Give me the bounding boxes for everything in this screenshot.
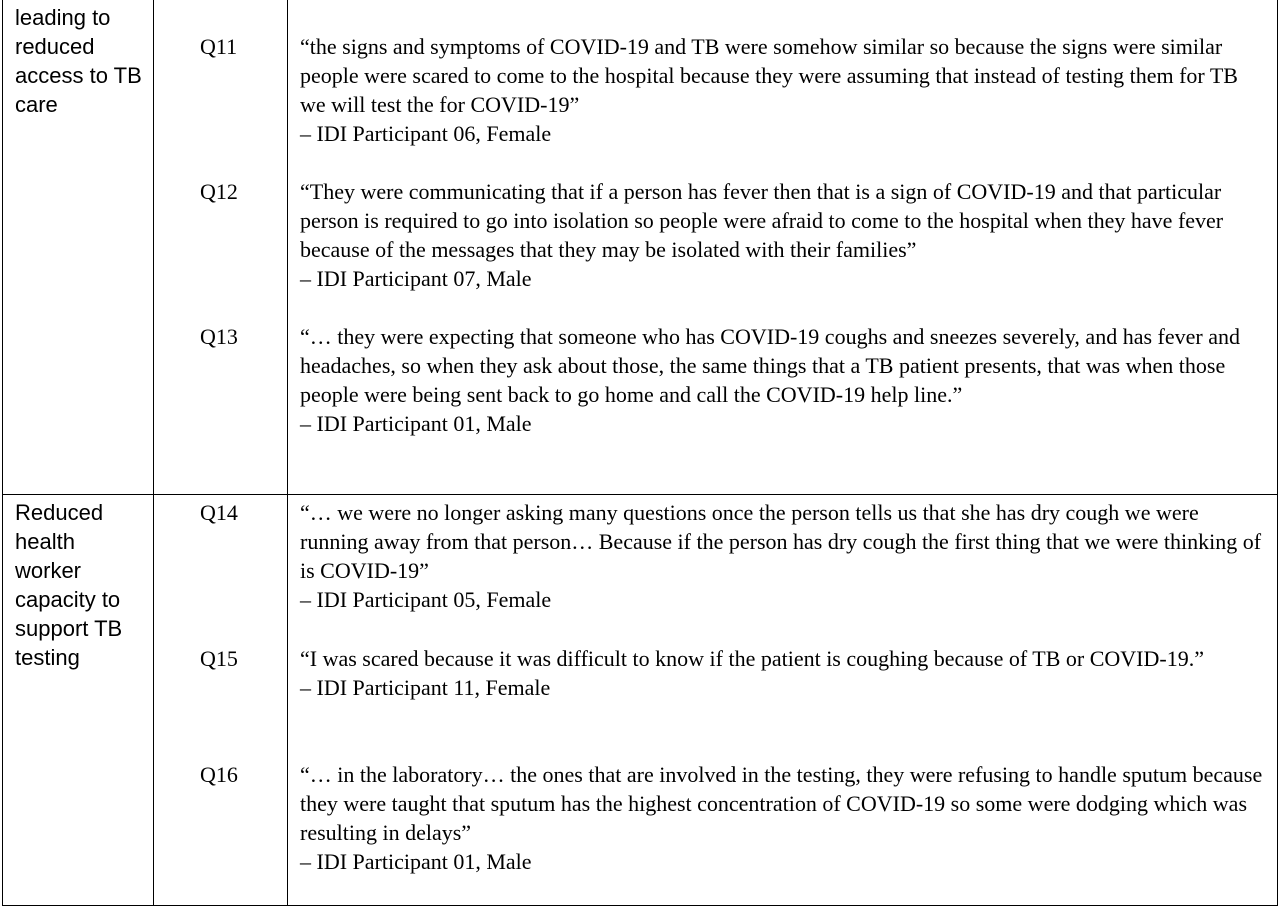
quote-text: “I was scared because it was difficult to know if the patient is coughing because of TB or COVID-19.” <box>300 646 1204 671</box>
quote-attribution: – IDI Participant 01, Male <box>300 411 532 436</box>
quote-id: Q11 <box>200 34 238 59</box>
quote-text: “… they were expecting that someone who has COVID-19 coughs and sneezes severely, and has fever and headaches, so when they ask about those, the same things that a TB patient presents, that was when those people were being sent back to go home and call the COVID-19 help line.” <box>300 324 1240 407</box>
quote-attribution: – IDI Participant 01, Male <box>300 849 532 874</box>
table-border-bottom <box>2 905 1278 906</box>
quote-id: Q12 <box>200 179 238 204</box>
quote-attribution: – IDI Participant 05, Female <box>300 587 552 612</box>
theme-cell: leading to reduced access to TB care <box>15 5 142 117</box>
column-divider-theme <box>153 0 154 906</box>
quote-cell <box>300 498 1268 614</box>
theme-cell: Reduced health worker capacity to support TB testing <box>15 500 123 670</box>
quote-cell <box>300 644 1268 702</box>
row-divider <box>2 494 1278 495</box>
table-border-right <box>1277 0 1278 906</box>
quote-id: Q16 <box>200 762 238 787</box>
quote-cell <box>300 177 1268 293</box>
quote-cell <box>300 760 1268 876</box>
quote-id: Q14 <box>200 500 238 525</box>
column-divider-quote <box>287 0 288 906</box>
quote-attribution: – IDI Participant 07, Male <box>300 266 532 291</box>
quote-attribution: – IDI Participant 11, Female <box>300 675 551 700</box>
quote-cell <box>300 322 1268 438</box>
quote-attribution: – IDI Participant 06, Female <box>300 121 552 146</box>
quote-text: “… in the laboratory… the ones that are involved in the testing, they were refusing to handle sputum because they were taught that sputum has the highest concentration of COVID-19 so some were dodging which was resulting in delays” <box>300 762 1263 845</box>
quote-text: “… we were no longer asking many questions once the person tells us that she has dry cough we were running away from that person… Because if the person has dry cough the first thing that we were thinking of is COVID-19” <box>300 500 1262 583</box>
table-border-left <box>2 0 3 906</box>
quote-text: “the signs and symptoms of COVID-19 and TB were somehow similar so because the signs were similar people were scared to come to the hospital because they were assuming that instead of testing them for TB we will test the for COVID-19” <box>300 34 1238 117</box>
quote-cell <box>300 32 1268 148</box>
quote-text: “They were communicating that if a person has fever then that is a sign of COVID-19 and that particular person is required to go into isolation so people were afraid to come to the hospital when they have fever because of the messages that they may be isolated with their families” <box>300 179 1224 262</box>
quote-id: Q13 <box>200 324 238 349</box>
quotes-table <box>2 0 1278 906</box>
quote-id: Q15 <box>200 646 238 671</box>
